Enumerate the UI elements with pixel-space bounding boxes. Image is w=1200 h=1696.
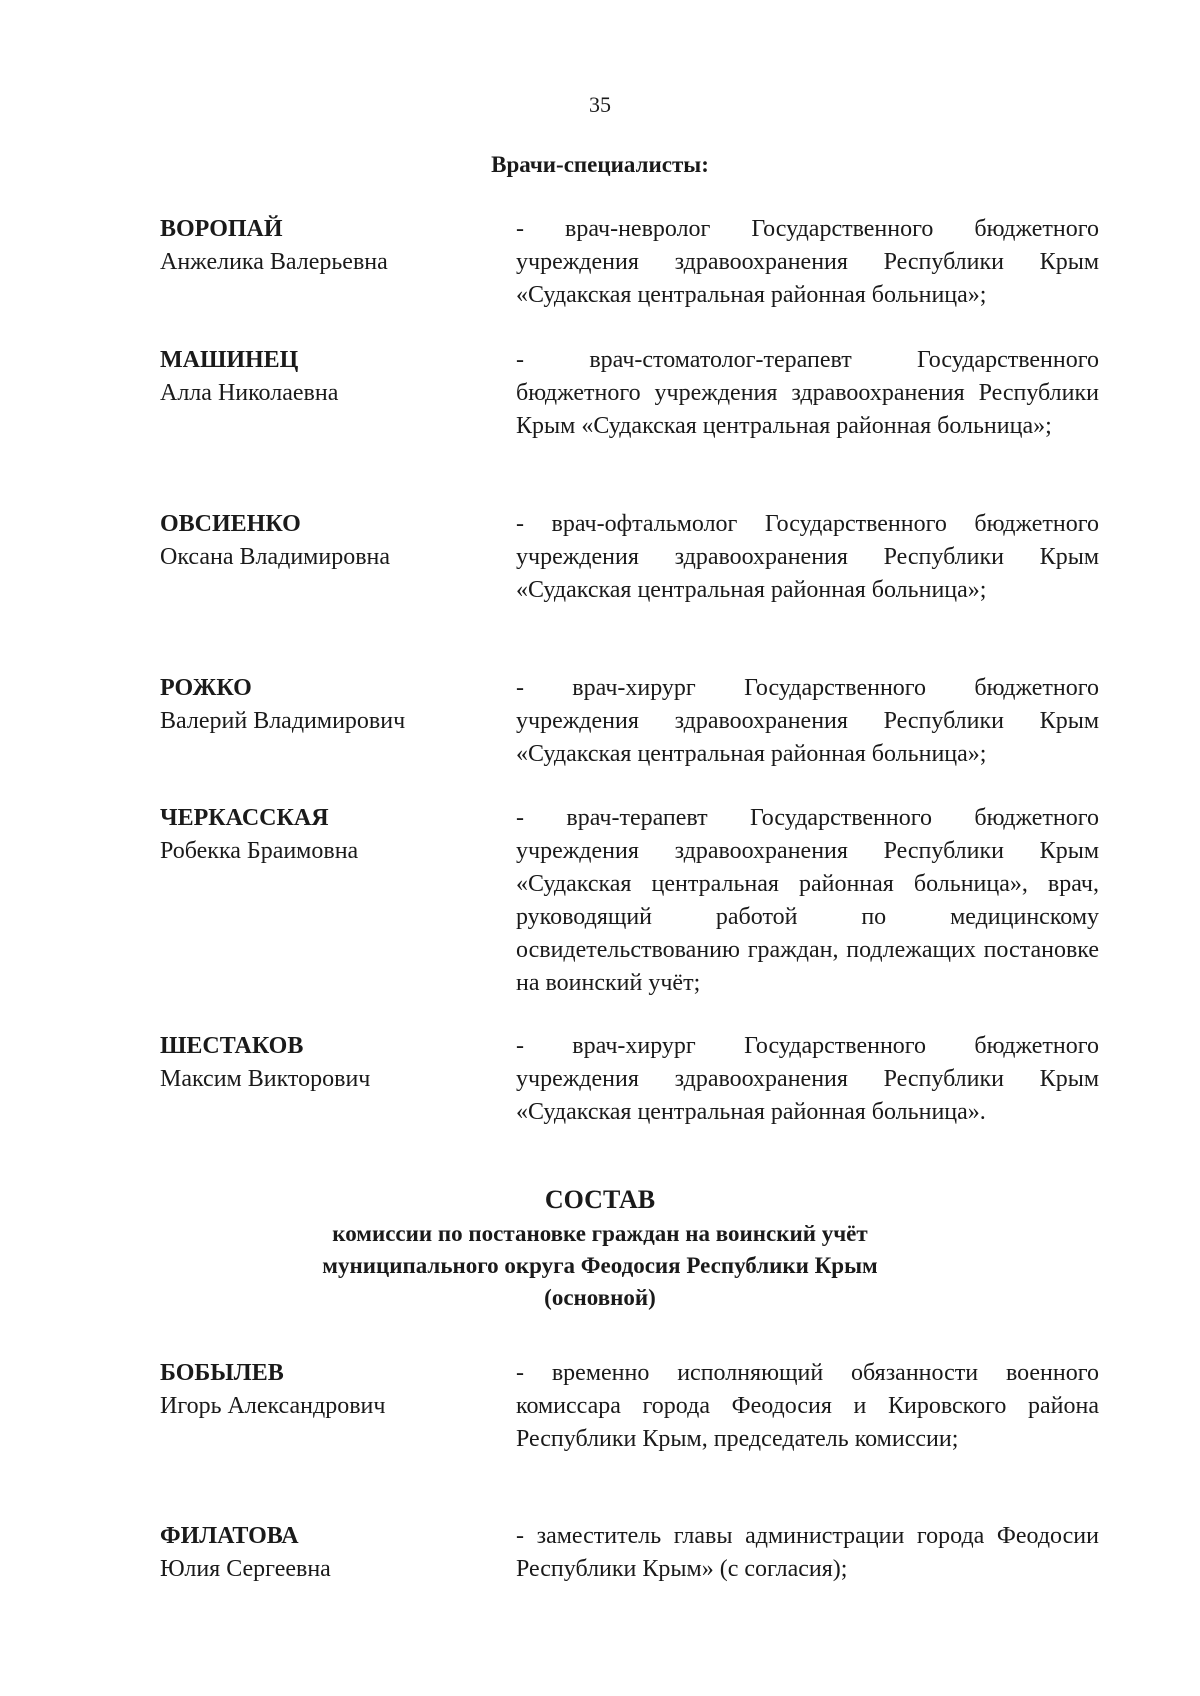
composition-subtitle: муниципального округа Феодосия Республики Крым	[322, 1253, 878, 1278]
surname: ФИЛАТОВА	[160, 1523, 299, 1549]
surname: ВОРОПАЙ	[160, 216, 283, 242]
position-description: - врач-невролог Государственного бюджетного учреждения здравоохранения Республики Крым «Судакская центральная районная больница»;	[516, 216, 1099, 308]
position-description: - врач-офтальмолог Государственного бюджетного учреждения здравоохранения Республики Крым «Судакская центральная районная больница»;	[516, 511, 1099, 603]
person-name	[160, 672, 480, 738]
section-heading: Врачи-специалисты:	[491, 152, 709, 177]
person-name	[160, 1030, 480, 1096]
surname: БОБЫЛЕВ	[160, 1360, 284, 1386]
page-number: 35	[589, 92, 611, 117]
given-names: Юлия Сергеевна	[160, 1556, 331, 1582]
given-names: Анжелика Валерьевна	[160, 249, 388, 275]
person-name	[160, 508, 480, 574]
composition-title: СОСТАВ	[544, 1185, 656, 1214]
person-name	[160, 213, 480, 279]
position-description: - временно исполняющий обязанности военного комиссара города Феодосия и Кировского района Республики Крым, председатель комиссии;	[516, 1360, 1099, 1452]
composition-heading	[0, 1182, 1200, 1314]
position-description: - врач-стоматолог-терапевт Государственного бюджетного учреждения здравоохранения Республики Крым «Судакская центральная районная больница»;	[516, 347, 1099, 439]
composition-subtitle: (основной)	[544, 1285, 656, 1310]
given-names: Оксана Владимировна	[160, 544, 391, 570]
given-names: Робекка Браимовна	[160, 838, 359, 864]
given-names: Валерий Владимирович	[160, 708, 406, 734]
surname: МАШИНЕЦ	[160, 347, 299, 373]
given-names: Максим Викторович	[160, 1066, 371, 1092]
position-description: - врач-хирург Государственного бюджетного учреждения здравоохранения Республики Крым «Судакская центральная районная больница»;	[516, 675, 1099, 767]
person-name	[160, 802, 480, 868]
position-description: - врач-хирург Государственного бюджетного учреждения здравоохранения Республики Крым «Судакская центральная районная больница».	[516, 1033, 1099, 1125]
given-names: Алла Николаевна	[160, 380, 339, 406]
person-name	[160, 1357, 480, 1423]
surname: РОЖКО	[160, 675, 252, 701]
position-description: - врач-терапевт Государственного бюджетного учреждения здравоохранения Республики Крым «Судакская центральная районная больница», врач, руководящий работой по медицинскому освидетельствованию граждан, подлежащих постановке на воинский учёт;	[516, 805, 1099, 996]
surname: ШЕСТАКОВ	[160, 1033, 304, 1059]
composition-subtitle: комиссии по постановке граждан на воинский учёт	[332, 1221, 868, 1246]
person-name	[160, 1520, 480, 1586]
person-name	[160, 344, 480, 410]
position-description: - заместитель главы администрации города Феодосии Республики Крым» (с согласия);	[516, 1523, 1099, 1582]
surname: ЧЕРКАССКАЯ	[160, 805, 329, 831]
given-names: Игорь Александрович	[160, 1393, 386, 1419]
surname: ОВСИЕНКО	[160, 511, 301, 537]
